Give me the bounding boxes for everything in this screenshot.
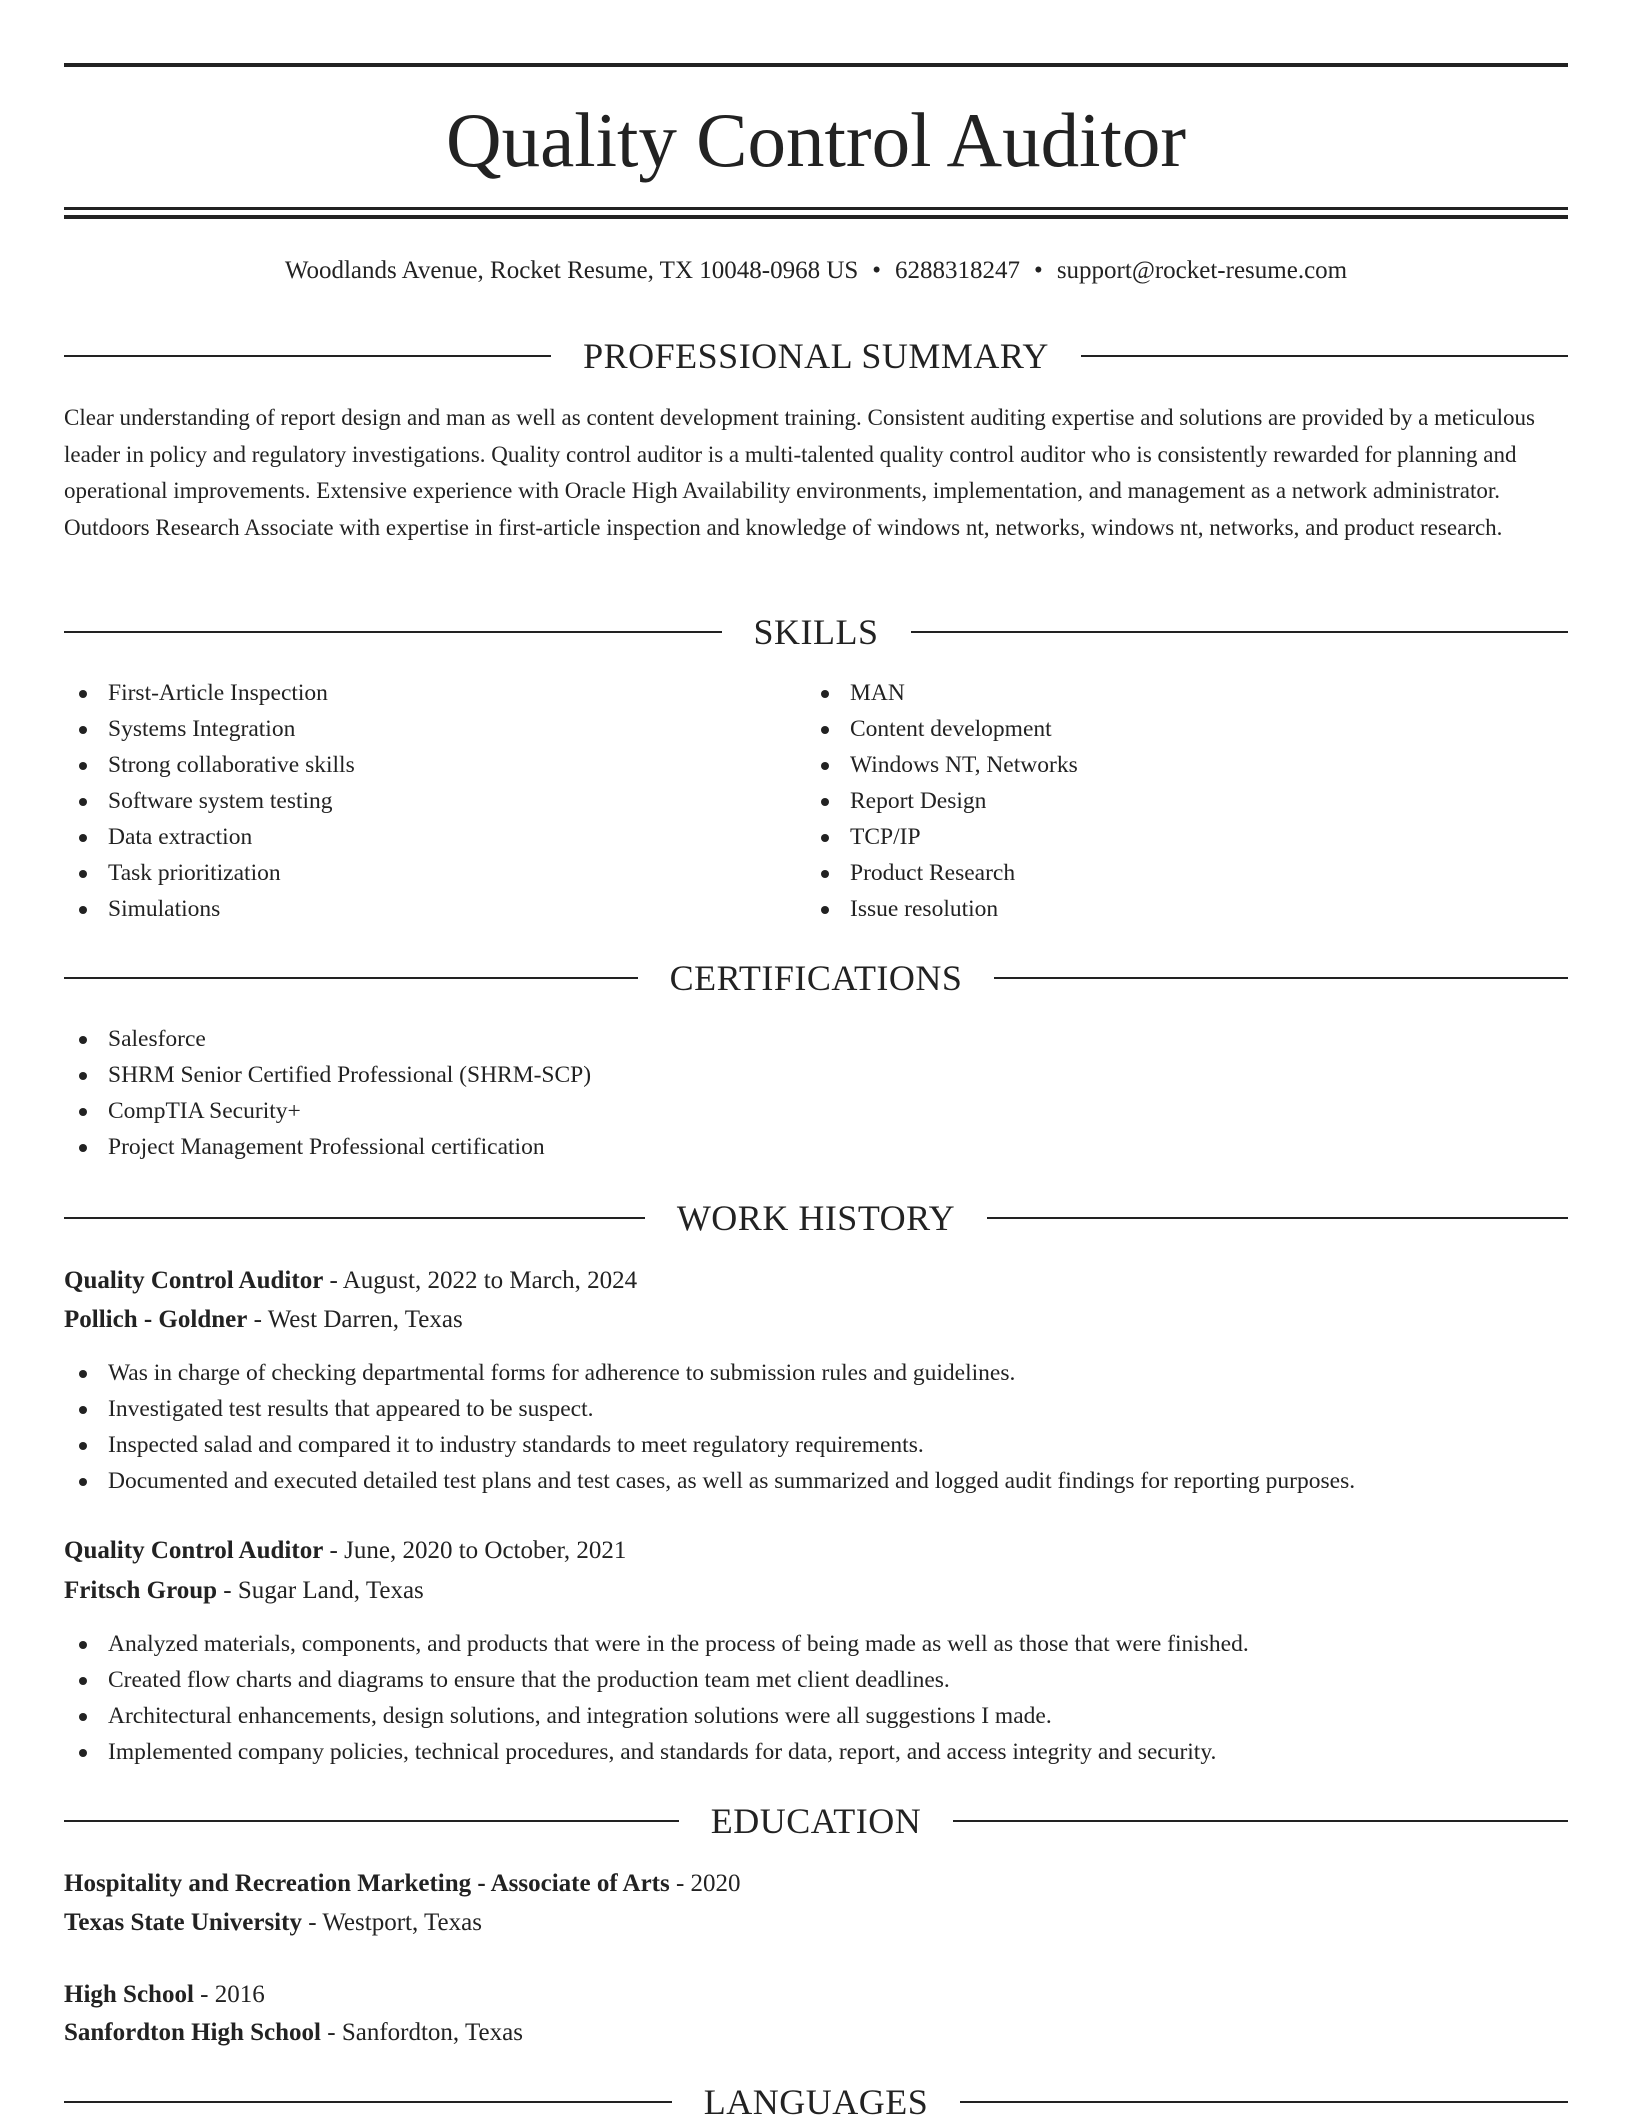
divider-line [953,1820,1568,1822]
skill-item: Windows NT, Networks [806,747,1506,783]
divider-line [64,1217,645,1219]
job-bullet: Inspected salad and compared it to industry standards to meet regulatory requirements. [64,1427,1568,1463]
job-bullets [64,1355,1568,1499]
section-title: SKILLS [753,612,879,652]
section-header-work-history [64,1198,1568,1238]
contact-phone: 6288318247 [895,257,1021,284]
education-degree-line [64,1976,1568,2014]
skill-item: Simulations [64,891,764,927]
job-location: - Sugar Land, Texas [217,1577,424,1604]
divider-line [994,977,1568,979]
divider-line [987,1217,1568,1219]
skill-item: Data extraction [64,819,764,855]
job-location: - West Darren, Texas [247,1306,463,1333]
education-school: Texas State University [64,1909,302,1936]
education-location: - Sanfordton, Texas [321,2019,523,2046]
job-bullet: Analyzed materials, components, and products that were in the process of being made as well as those that were finished. [64,1626,1568,1662]
section-title: PROFESSIONAL SUMMARY [583,336,1049,376]
contact-separator: • [872,257,882,284]
skill-item: Content development [806,711,1506,747]
education-year: - 2020 [669,1870,741,1897]
skill-item: Software system testing [64,783,764,819]
divider-line [1081,355,1568,357]
certification-item: Salesforce [64,1021,1568,1057]
job-company-line [64,1572,1568,1610]
education-year: - 2016 [193,1981,265,2008]
section-header-education [64,1801,1568,1841]
skills-list-right [806,675,1506,927]
education-degree: Hospitality and Recreation Marketing - Associate of Arts [64,1870,670,1897]
certification-item: CompTIA Security+ [64,1093,1568,1129]
skill-item: Issue resolution [806,891,1506,927]
job-dates: - June, 2020 to October, 2021 [323,1537,627,1564]
job-bullets [64,1626,1568,1770]
job-bullet: Created flow charts and diagrams to ensure that the production team met client deadlines. [64,1662,1568,1698]
contact-separator: • [1034,257,1043,284]
job-bullet: Implemented company policies, technical procedures, and standards for data, report, and access integrity and security. [64,1734,1568,1770]
contact-line [64,254,1568,288]
top-rule [64,63,1568,67]
education-school-line [64,2014,1568,2052]
skill-item: Task prioritization [64,855,764,891]
job-bullet: Was in charge of checking departmental forms for adherence to submission rules and guidelines. [64,1355,1568,1391]
section-title: WORK HISTORY [676,1198,956,1238]
section-header-certifications [64,958,1568,998]
contact-address: Woodlands Avenue, Rocket Resume, TX 10048-0968 US [284,257,859,284]
education-school-line [64,1904,1568,1942]
job-title-line [64,1532,1568,1570]
job-title: Quality Control Auditor [64,1267,324,1294]
skill-item: MAN [806,675,1506,711]
education-location: - Westport, Texas [301,1909,482,1936]
divider-line [64,2101,672,2103]
divider-line [960,2101,1568,2103]
certification-item: SHRM Senior Certified Professional (SHRM-SCP) [64,1057,1568,1093]
skill-item: Strong collaborative skills [64,747,764,783]
certification-item: Project Management Professional certification [64,1129,1568,1165]
section-title: EDUCATION [710,1801,922,1841]
job-company: Pollich - Goldner [64,1306,248,1333]
skill-item: Report Design [806,783,1506,819]
skill-item: Systems Integration [64,711,764,747]
skill-item: Product Research [806,855,1506,891]
divider-line [64,355,551,357]
section-header-summary [64,336,1568,376]
divider-line [64,631,722,633]
job-bullet: Investigated test results that appeared to be suspect. [64,1391,1568,1427]
education-degree: High School [64,1981,194,2008]
skill-item: First-Article Inspection [64,675,764,711]
education-school: Sanfordton High School [64,2019,322,2046]
divider-line [64,977,638,979]
section-title: LANGUAGES [703,2082,929,2122]
job-company: Fritsch Group [64,1577,218,1604]
page-title: Quality Control Auditor [445,97,1187,183]
job-bullet: Architectural enhancements, design solutions, and integration solutions were all suggestions I made. [64,1698,1568,1734]
skills-list-left [64,675,764,927]
section-header-languages [64,2082,1568,2122]
section-title: CERTIFICATIONS [669,958,963,998]
education-degree-line [64,1865,1568,1903]
divider-line [911,631,1569,633]
skill-item: TCP/IP [806,819,1506,855]
job-dates: - August, 2022 to March, 2024 [323,1267,638,1294]
title-rule-lower [64,215,1568,219]
job-title: Quality Control Auditor [64,1537,324,1564]
job-company-line [64,1301,1568,1339]
summary-text: Clear understanding of report design and man as well as content development training. Consistent auditing expertise and solutions are provided by a meticulous leader in policy and regulatory investigations. Quality control auditor is a multi-talented quality control auditor who is consistently rewarded for planning and operational improvements. Extensive experience with Oracle High Availability environments, implementation, and management as a network administrator. Outdoors Research Associate with expertise in first-article inspection and knowledge of windows nt, networks, windows nt, networks, and product research. [64,405,1536,540]
section-header-skills [64,612,1568,652]
job-bullet: Documented and executed detailed test plans and test cases, as well as summarized and logged audit findings for reporting purposes. [64,1463,1568,1499]
title-rule-upper [64,207,1568,210]
contact-email: support@rocket-resume.com [1056,257,1348,284]
certifications-list [64,1021,1568,1165]
job-title-line [64,1262,1568,1300]
divider-line [64,1820,679,1822]
